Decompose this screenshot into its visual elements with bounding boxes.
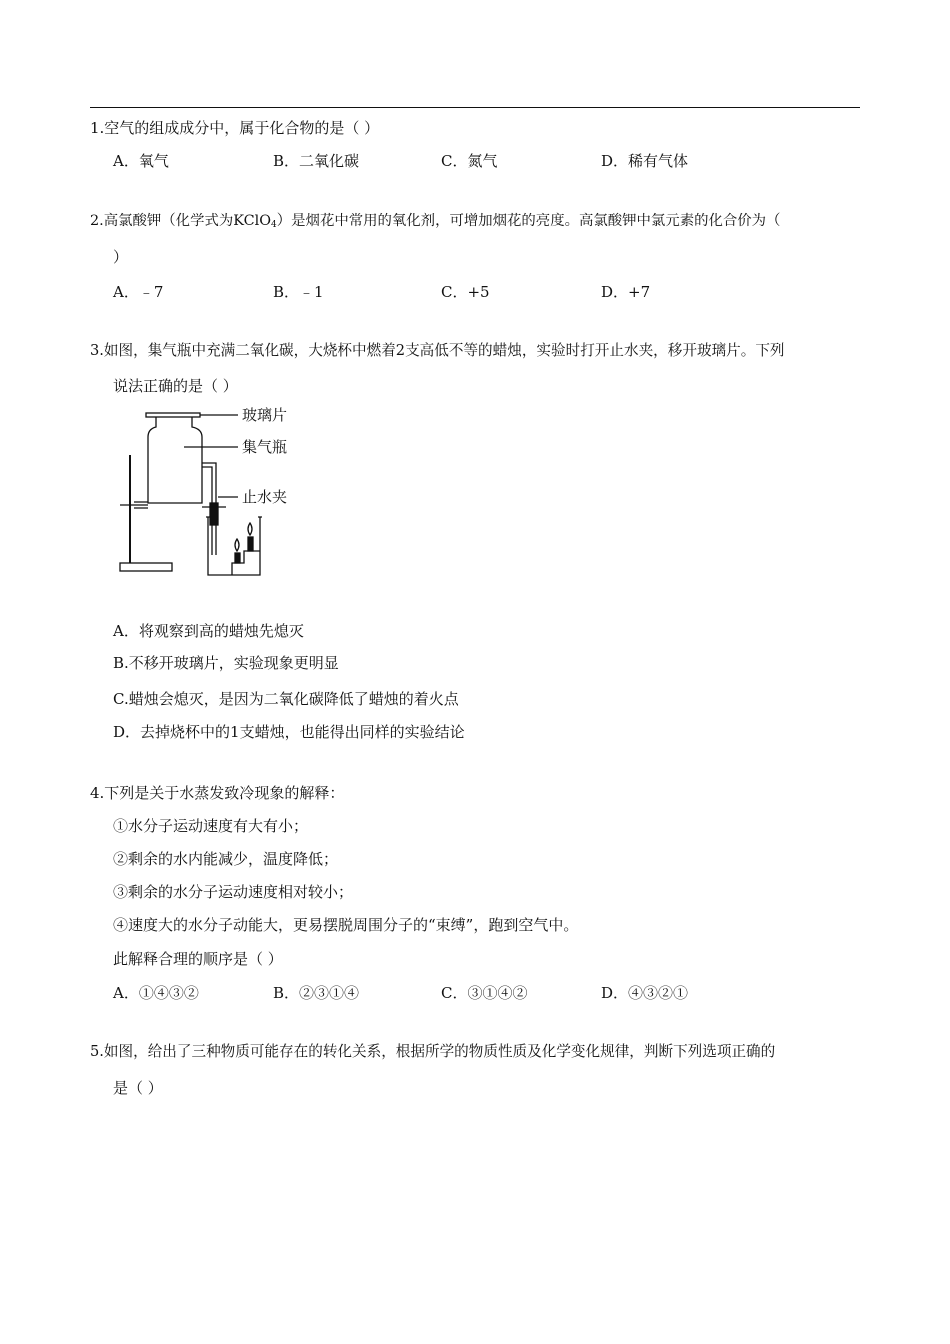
clamp-shape (210, 503, 218, 525)
q2-option-c: C．+5 (441, 283, 490, 301)
label-glass-plate: 玻璃片 (242, 406, 288, 424)
q1-stem: 1.空气的组成成分中，属于化合物的是（ ） (90, 119, 380, 137)
q3-option-d: D．去掉烧杯中的1支蜡烛，也能得出同样的实验结论 (113, 723, 465, 741)
q4-item-3: ③剩余的水分子运动速度相对较小； (113, 883, 354, 901)
q3-stem: 3.如图，集气瓶中充满二氧化碳，大烧杯中燃着2支高低不等的蜡烛，实验时打开止水夹，移开玻璃片。下列 (90, 342, 785, 359)
q1-option-b: B．二氧化碳 (273, 152, 360, 170)
q5-stem-continued: 是（ ） (113, 1079, 163, 1097)
q3-option-c: C.蜡烛会熄灭，是因为二氧化碳降低了蜡烛的着火点 (113, 690, 459, 708)
label-gas-jar: 集气瓶 (242, 438, 288, 456)
q2-stem-part-b: ）是烟花中常用的氧化剂，可增加烟花的亮度。高氯酸钾中氯元素的化合价为（ (276, 213, 781, 229)
q1-option-c: C．氮气 (441, 152, 498, 170)
q2-stem (90, 210, 780, 236)
short-candle-flame (235, 539, 239, 551)
stand-base (120, 563, 172, 571)
q5-stem: 5.如图，给出了三种物质可能存在的转化关系，根据所学的物质性质及化学变化规律，判断下列选项正确的 (90, 1043, 776, 1060)
q4-option-c: C．③①④② (441, 984, 528, 1002)
q4-item-4: ④速度大的水分子动能大，更易摆脱周围分子的“束缚”，跑到空气中。 (113, 916, 579, 934)
q2-stem-subscript: 4 (271, 220, 277, 230)
apparatus-figure (110, 405, 320, 580)
q4-option-b: B．②③①④ (273, 984, 360, 1002)
q2-stem-continued: ） (113, 248, 129, 266)
q2-option-b: B．﹣1 (273, 283, 324, 301)
q1-option-d: D．稀有气体 (601, 152, 689, 170)
label-clamp: 止水夹 (242, 488, 288, 506)
q4-stem: 4.下列是关于水蒸发致冷现象的解释： (90, 784, 345, 802)
gas-jar-shape (148, 417, 202, 503)
q2-option-d: D．+7 (601, 283, 651, 301)
tall-candle-flame (248, 523, 252, 535)
header-rule (90, 107, 860, 108)
q1-option-a: A．氧气 (113, 152, 169, 170)
q4-item-1: ①水分子运动速度有大有小； (113, 817, 309, 835)
delivery-tube-upper (202, 463, 216, 503)
q3-option-a: A．将观察到高的蜡烛先熄灭 (113, 622, 304, 640)
q2-option-a: A．﹣7 (113, 283, 164, 301)
q4-option-d: D．④③②① (601, 984, 689, 1002)
glass-plate-shape (146, 413, 200, 417)
q4-question: 此解释合理的顺序是（ ） (113, 950, 283, 968)
q3-stem-continued: 说法正确的是（ ） (113, 377, 238, 395)
delivery-tube-lower (212, 525, 216, 555)
q2-stem-part-a: 2.高氯酸钾（化学式为KClO (90, 213, 272, 229)
q4-item-2: ②剩余的水内能减少，温度降低； (113, 850, 339, 868)
tall-candle (248, 537, 253, 551)
q4-option-a: A．①④③② (113, 984, 199, 1002)
q3-option-b: B.不移开玻璃片，实验现象更明显 (113, 654, 339, 672)
short-candle (235, 553, 240, 563)
apparatus-diagram (110, 405, 320, 580)
